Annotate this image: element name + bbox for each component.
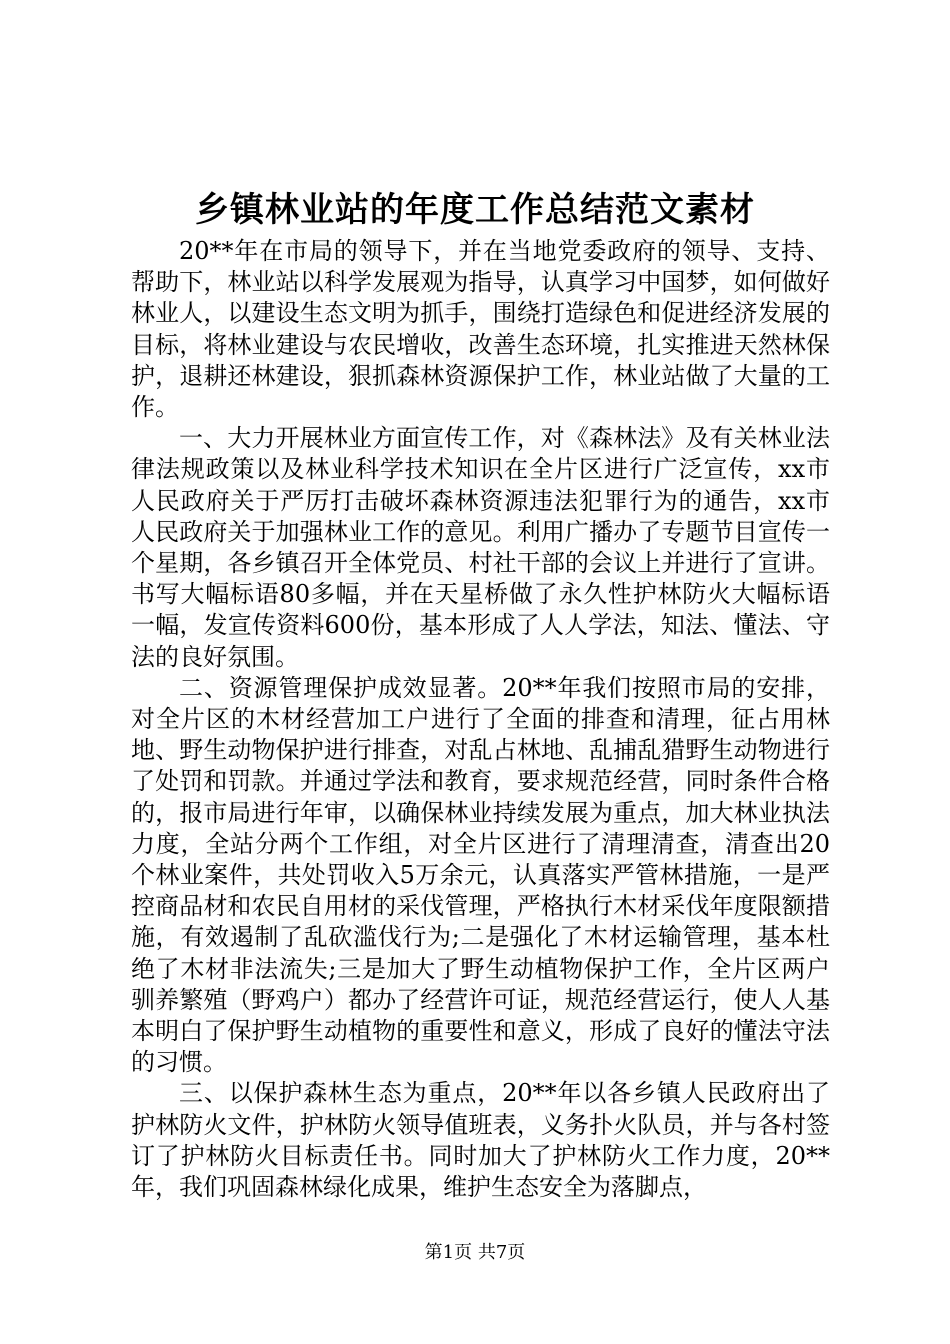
document-title: 乡镇林业站的年度工作总结范文素材: [195, 190, 755, 230]
paragraph-section-3: 三、以保护森林生态为重点，20**年以各乡镇人民政府出了护林防火文件，护林防火领导值班表，义务扑火队员，并与各村签订了护林防火目标责任书。同时加大了护林防火工作力度，20**年，我们巩固森林绿化成果，维护生态安全为落脚点，: [131, 1079, 830, 1202]
page-number-footer: 第1页 共7页: [424, 1242, 526, 1263]
paragraph-section-1: 一、大力开展林业方面宣传工作，对《森林法》及有关林业法律法规政策以及林业科学技术知识在全片区进行广泛宣传，xx市人民政府关于严厉打击破坏森林资源违法犯罪行为的通告，xx市人民政府关于加强林业工作的意见。利用广播办了专题节目宣传一个星期，各乡镇召开全体党员、村社干部的会议上并进行了宣讲。书写大幅标语80多幅，并在天星桥做了永久性护林防火大幅标语一幅，发宣传资料600份，基本形成了人人学法，知法、懂法、守法的良好氛围。: [131, 424, 830, 671]
document-body: [131, 236, 830, 1203]
paragraph-section-2: 二、资源管理保护成效显著。20**年我们按照市局的安排，对全片区的木材经营加工户进行了全面的排查和清理，征占用林地、野生动物保护进行排查，对乱占林地、乱捕乱猎野生动物进行了处罚和罚款。并通过学法和教育，要求规范经营，同时条件合格的，报市局进行年审，以确保林业持续发展为重点，加大林业执法力度，全站分两个工作组，对全片区进行了清理清查，清查出20个林业案件，共处罚收入5万余元，认真落实严管林措施，一是严控商品材和农民自用材的采伐管理，严格执行木材采伐年度限额措施，有效遏制了乱砍滥伐行为;二是强化了木材运输管理，基本杜绝了木材非法流失;三是加大了野生动植物保护工作，全片区两户驯养繁殖（野鸡户）都办了经营许可证，规范经营运行，使人人基本明白了保护野生动植物的重要性和意义，形成了良好的懂法守法的习惯。: [131, 673, 830, 1077]
paragraph-intro: 20**年在市局的领导下，并在当地党委政府的领导、支持、帮助下，林业站以科学发展观为指导，认真学习中国梦，如何做好林业人，以建设生态文明为抓手，围绕打造绿色和促进经济发展的目标，将林业建设与农民增收，改善生态环境，扎实推进天然林保护，退耕还林建设，狠抓森林资源保护工作，林业站做了大量的工作。: [131, 237, 830, 422]
